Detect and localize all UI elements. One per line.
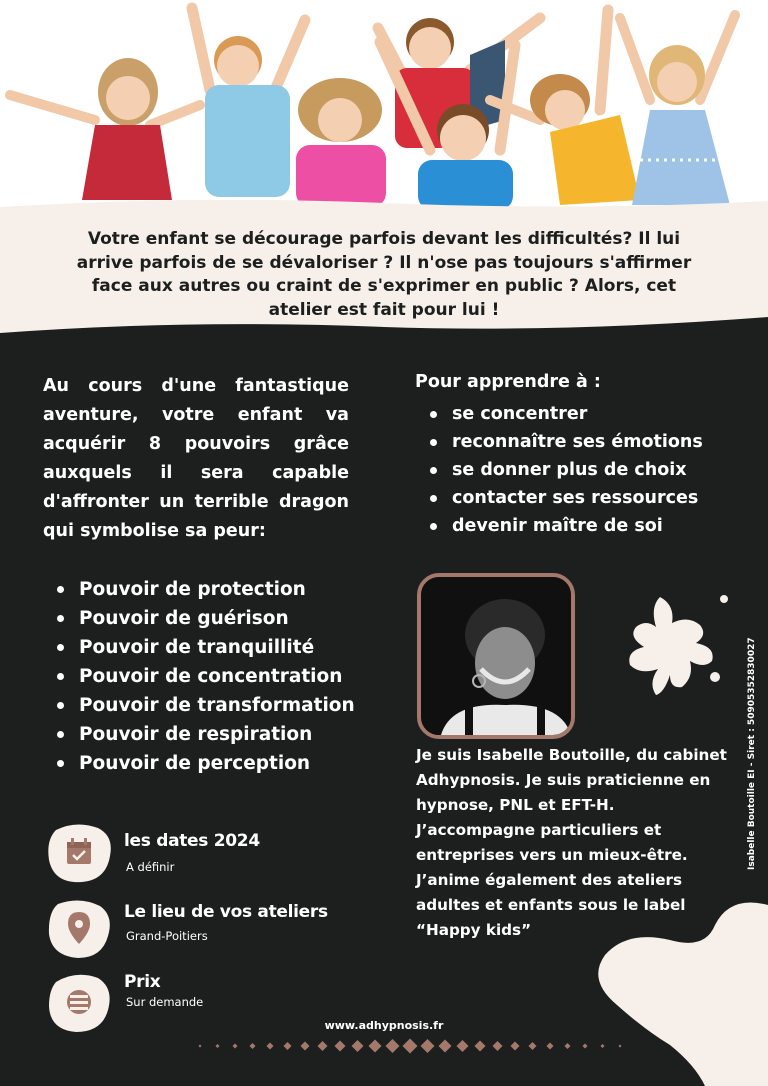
coins-icon [67, 990, 91, 1014]
diamond-ornament [583, 1044, 588, 1049]
bio-text: Je suis Isabelle Boutoille, du cabinet Adhypnosis. Je suis praticienne en hypnose, PNL et EFT-H. J’accompagne particuliers et entreprises vers un mieux-être. J’anime également des ateliers adultes et enfants sous le label “Happy kids” [416, 746, 727, 939]
diamond-ornament [457, 1040, 469, 1052]
diamond-ornament [267, 1043, 274, 1050]
list-item: Pouvoir de concentration [57, 662, 355, 691]
diamond-ornament [386, 1039, 400, 1053]
diamond-ornament [250, 1043, 256, 1049]
diamond-ornament [369, 1040, 382, 1053]
diamond-ornament [619, 1045, 622, 1048]
list-item: reconnaître ses émotions [430, 428, 703, 456]
diamond-ornament [403, 1039, 418, 1054]
venue-icon-blob [46, 898, 112, 956]
list-item: se donner plus de choix [430, 456, 703, 484]
diamond-ornament [301, 1042, 310, 1051]
list-item: devenir maître de soi [430, 512, 703, 540]
diamond-divider [190, 1036, 630, 1056]
diamond-ornament [421, 1039, 435, 1053]
list-item: Pouvoir de tranquillité [57, 633, 355, 662]
jumping-children-illustration [0, 0, 768, 215]
dates-icon-blob [46, 822, 112, 880]
diamond-ornament [601, 1044, 605, 1048]
diamond-ornament [335, 1041, 346, 1052]
diamond-ornament [547, 1043, 554, 1050]
list-item: contacter ses ressources [430, 484, 703, 512]
price-value: Sur demande [126, 995, 204, 1009]
dates-value: A définir [126, 860, 175, 874]
diamond-ornament [475, 1041, 486, 1052]
diamond-ornament [318, 1041, 328, 1051]
siret-text: Isabelle Boutoille EI - Siret : 50905352830027 [747, 637, 757, 870]
powers-list [57, 575, 355, 778]
paint-splash-decoration [620, 585, 735, 700]
goals-list [430, 400, 703, 540]
diamond-ornament [511, 1042, 520, 1051]
diamond-ornament [565, 1043, 571, 1049]
diamond-ornament [529, 1042, 537, 1050]
diamond-ornament [439, 1040, 452, 1053]
price-title: Prix [124, 972, 161, 992]
list-item: Pouvoir de guérison [57, 604, 355, 633]
diamond-ornament [284, 1042, 292, 1050]
portrait-illustration [421, 577, 571, 735]
list-item: Pouvoir de perception [57, 749, 355, 778]
diamond-ornament [199, 1045, 202, 1048]
venue-title: Le lieu de vos ateliers [124, 902, 328, 922]
hero-photo [0, 0, 768, 215]
website-link[interactable]: www.adhypnosis.fr [324, 1019, 444, 1032]
intro-text: Votre enfant se décourage parfois devant les difficultés? Il lui arrive parfois de se dévaloriser ? Il n'ose pas toujours s'affirmer face aux autres ou craint de s'exprimer en public ? Alors, cet atelier est fait pour lui ! [76, 229, 692, 320]
venue-value: Grand-Poitiers [126, 929, 208, 943]
adventure-paragraph: Au cours d'une fantastique aventure, votre enfant va acquérir 8 pouvoirs grâce auxquels il sera capable d'affronter un terrible dragon qui symbolise sa peur: [43, 376, 349, 541]
bottom-right-blob-decoration [555, 895, 768, 1086]
portrait-photo [417, 573, 575, 739]
diamond-ornament [216, 1044, 220, 1048]
list-item: Pouvoir de protection [57, 575, 355, 604]
dates-title: les dates 2024 [124, 831, 260, 851]
list-item: se concentrer [430, 400, 703, 428]
list-item: Pouvoir de respiration [57, 720, 355, 749]
diamond-ornament [493, 1041, 503, 1051]
list-item: Pouvoir de transformation [57, 691, 355, 720]
diamond-ornament [233, 1044, 238, 1049]
diamond-ornament [352, 1040, 364, 1052]
goals-heading: Pour apprendre à : [415, 372, 601, 392]
